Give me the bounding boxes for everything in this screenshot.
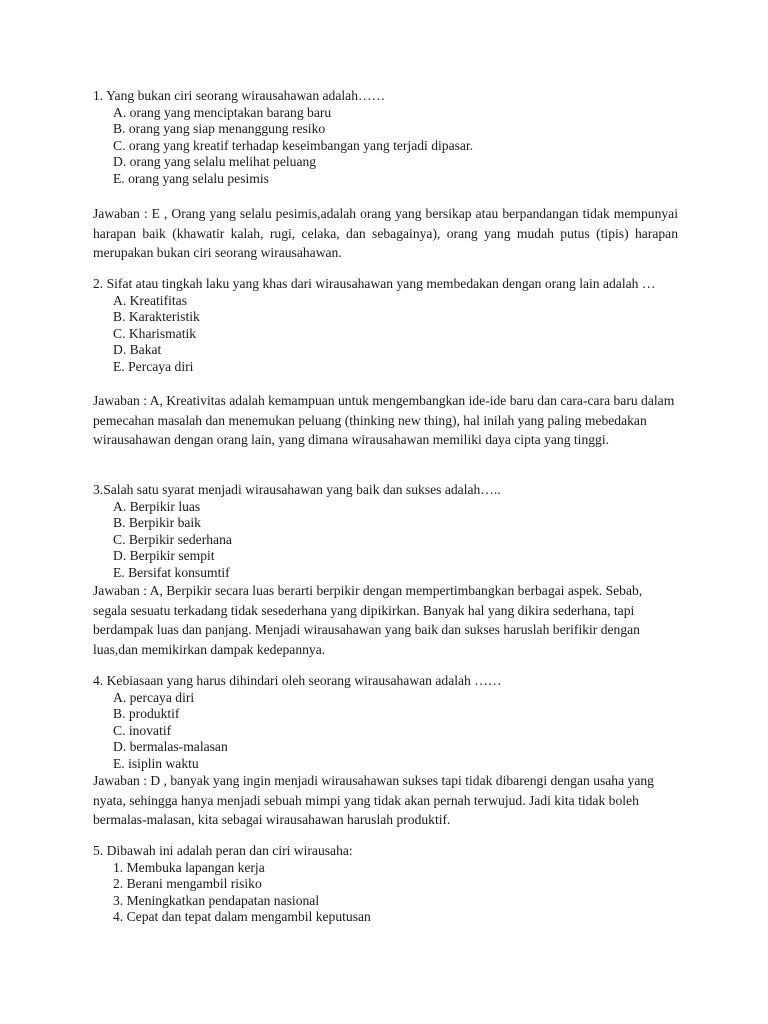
option-d: D. bermalas-malasan	[113, 739, 228, 755]
option-c: C. orang yang kreatif terhadap keseimbangan yang terjadi dipasar.	[113, 137, 474, 153]
option-b: B. Karakteristik	[113, 309, 200, 325]
answer-3: Jawaban : A, Berpikir secara luas berarti berpikir dengan mempertimbangkan berbagai aspek. Sebab, segala sesuatu terkadang tidak sesederhana yang dipikirkan. Banyak hal yang dikira sederhana, tapi berdampak luas dan panjang. Menjadi wirausahawan yang baik dan sukses haruslah berifikir dengan luas,dan memikirkan dampak kedepannya.	[93, 583, 643, 657]
option-b: B. Berpikir baik	[113, 515, 201, 531]
answer-2: Jawaban : A, Kreativitas adalah kemampuan untuk mengembangkan ide-ide baru dan cara-cara baru dalam pemecahan masalah dan menemukan peluang (thinking new thing), hal inilah yang paling mebedakan wirausahawan dengan orang lain, yang dimana wirausahawan memiliki daya cipta yang tinggi.	[93, 393, 675, 448]
question-stem: 1. Yang bukan ciri seorang wirausahawan adalah……	[93, 88, 386, 103]
question-stem: 2. Sifat atau tingkah laku yang khas dari wirausahawan yang membedakan dengan orang lain adalah …	[93, 276, 656, 291]
option-e: E. orang yang selalu pesimis	[113, 170, 269, 186]
option-a: A. Berpikir luas	[113, 498, 201, 514]
option-list	[93, 293, 683, 376]
option-list	[93, 690, 683, 773]
option-c: C. inovatif	[113, 722, 172, 738]
option-a: A. orang yang menciptakan barang baru	[113, 104, 332, 120]
question-4	[93, 673, 683, 773]
answer-4: Jawaban : D , banyak yang ingin menjadi wirausahawan sukses tapi tidak dibarengi dengan usaha yang nyata, sehingga hanya menjadi sebuah mimpi yang tidak akan pernah terwujud. Jadi kita tidak boleh bermalas-malasan, kita sebagai wirausahawan haruslah produktif.	[93, 773, 654, 828]
question-1	[93, 88, 683, 188]
option-e: E. Percaya diri	[113, 358, 194, 374]
option-2: 2. Berani mengambil risiko	[113, 876, 262, 892]
option-d: D. Berpikir sempit	[113, 548, 215, 564]
question-5	[93, 843, 683, 926]
option-e: E. isiplin waktu	[113, 755, 199, 771]
option-c: C. Berpikir sederhana	[113, 531, 232, 547]
question-3	[93, 482, 683, 582]
option-c: C. Kharismatik	[113, 325, 197, 341]
option-3: 3. Meningkatkan pendapatan nasional	[113, 892, 320, 908]
option-1: 1. Membuka lapangan kerja	[113, 859, 265, 875]
option-list	[93, 105, 683, 188]
option-a: A. percaya diri	[113, 689, 195, 705]
option-b: B. orang yang siap menanggung resiko	[113, 121, 326, 137]
answer-1: Jawaban : E , Orang yang selalu pesimis,adalah orang yang bersikap atau berpandangan tidak mempunyai harapan baik (khawatir kalah, rugi, celaka, dan sebagainya), orang yang mudah putus (tipis) harapan merupakan bukan ciri seorang wirausahawan.	[93, 206, 678, 261]
option-e: E. Bersifat konsumtif	[113, 564, 230, 580]
question-stem: 5. Dibawah ini adalah peran dan ciri wirausaha:	[93, 843, 353, 858]
option-list	[93, 499, 683, 582]
question-stem: 3.Salah satu syarat menjadi wirausahawan yang baik dan sukses adalah…..	[93, 482, 501, 497]
question-stem: 4. Kebiasaan yang harus dihindari oleh seorang wirausahawan adalah ……	[93, 673, 502, 688]
option-list	[93, 860, 683, 926]
option-d: D. orang yang selalu melihat peluang	[113, 154, 317, 170]
option-a: A. Kreatifitas	[113, 292, 187, 308]
option-d: D. Bakat	[113, 342, 162, 358]
option-4: 4. Cepat dan tepat dalam mengambil keputusan	[113, 909, 371, 925]
question-2	[93, 276, 683, 376]
option-b: B. produktif	[113, 706, 180, 722]
